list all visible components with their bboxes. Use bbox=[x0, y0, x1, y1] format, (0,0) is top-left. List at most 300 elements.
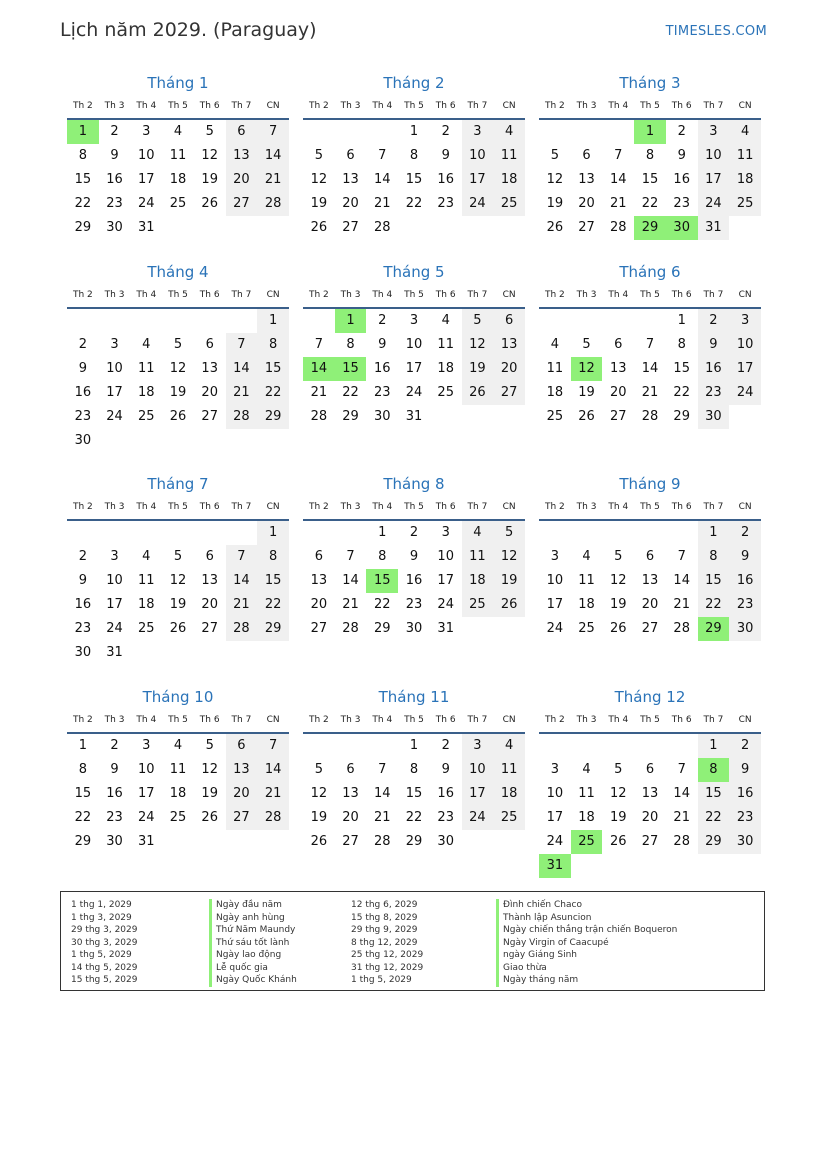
day-cell: 29 bbox=[257, 617, 289, 641]
month-title: Tháng 12 bbox=[614, 688, 686, 706]
month-calendar bbox=[67, 72, 289, 240]
holiday-legend bbox=[60, 891, 765, 991]
weekday-label: CN bbox=[266, 290, 280, 300]
weekday-label: Th 4 bbox=[608, 502, 629, 512]
day-cell: 9 bbox=[110, 148, 119, 163]
day-cell: 26 bbox=[462, 381, 494, 405]
weekday-label: Th 7 bbox=[231, 715, 252, 725]
day-cell: 19 bbox=[201, 172, 218, 187]
day-cell: 15 bbox=[74, 786, 92, 801]
day-cell: 2 bbox=[677, 124, 686, 139]
day-cell: 13 bbox=[641, 573, 659, 588]
day-cell: 5 bbox=[462, 309, 494, 333]
day-cell: 14 bbox=[610, 172, 627, 187]
day-cell: 21 bbox=[673, 810, 690, 825]
day-cell: 15 bbox=[405, 786, 423, 801]
weekday-label: CN bbox=[266, 502, 280, 512]
day-cell: 21 bbox=[257, 782, 289, 806]
holiday-name: Ngày lao động bbox=[209, 949, 281, 962]
month-title: Tháng 2 bbox=[383, 74, 445, 92]
weekday-label: Th 4 bbox=[136, 101, 157, 111]
day-cell: 20 bbox=[342, 196, 359, 211]
day-cell: 2 bbox=[729, 521, 761, 545]
day-cell: 23 bbox=[74, 621, 92, 636]
day-cell: 2 bbox=[441, 738, 450, 753]
day-cell: 2 bbox=[729, 734, 761, 758]
day-cell: 27 bbox=[342, 834, 359, 849]
day-cell: 3 bbox=[729, 309, 761, 333]
day-cell: 3 bbox=[550, 549, 559, 564]
day-cell: 18 bbox=[546, 385, 564, 400]
day-cell: 27 bbox=[226, 806, 258, 830]
day-cell: 5 bbox=[173, 337, 183, 352]
day-grid bbox=[303, 521, 525, 641]
weekday-label: Th 6 bbox=[671, 715, 692, 725]
day-cell: 8 bbox=[257, 333, 289, 357]
month-calendar bbox=[67, 473, 289, 665]
day-cell: 10 bbox=[106, 361, 123, 376]
holiday-day-cell: 1 bbox=[634, 120, 666, 144]
day-cell: 20 bbox=[201, 385, 218, 400]
weekday-label: Th 5 bbox=[404, 715, 424, 725]
month-calendar bbox=[539, 72, 761, 240]
empty-day-cell bbox=[99, 521, 131, 545]
weekday-label: Th 7 bbox=[467, 715, 488, 725]
empty-day-cell bbox=[335, 521, 367, 545]
month-title: Tháng 1 bbox=[147, 74, 209, 92]
weekday-header bbox=[539, 283, 761, 309]
holiday-day-cell: 25 bbox=[571, 830, 603, 854]
day-cell: 7 bbox=[257, 120, 289, 144]
day-cell: 6 bbox=[205, 549, 214, 564]
day-cell: 22 bbox=[74, 810, 92, 825]
day-cell: 24 bbox=[729, 381, 761, 405]
day-cell: 11 bbox=[546, 361, 564, 376]
day-cell: 23 bbox=[74, 409, 92, 424]
day-cell: 24 bbox=[405, 385, 423, 400]
day-cell: 2 bbox=[378, 313, 387, 328]
empty-day-cell bbox=[666, 521, 698, 545]
weekday-label: Th 6 bbox=[199, 715, 220, 725]
day-cell: 21 bbox=[374, 196, 391, 211]
weekday-label: CN bbox=[738, 290, 752, 300]
day-cell: 12 bbox=[169, 361, 187, 376]
day-cell: 16 bbox=[74, 385, 92, 400]
day-cell: 10 bbox=[729, 333, 761, 357]
day-cell: 8 bbox=[409, 148, 419, 163]
day-cell: 16 bbox=[673, 172, 690, 187]
day-cell: 2 bbox=[441, 124, 450, 139]
day-cell: 29 bbox=[257, 405, 289, 429]
weekday-header bbox=[539, 495, 761, 521]
day-cell: 20 bbox=[226, 782, 258, 806]
empty-day-cell bbox=[634, 521, 666, 545]
day-cell: 11 bbox=[729, 144, 761, 168]
weekday-header bbox=[303, 94, 525, 120]
holiday-date: 1 thg 1, 2029 bbox=[71, 900, 132, 910]
day-cell: 12 bbox=[610, 786, 627, 801]
day-cell: 13 bbox=[201, 361, 218, 376]
day-cell: 27 bbox=[310, 621, 328, 636]
day-cell: 14 bbox=[226, 569, 258, 593]
day-cell: 8 bbox=[346, 337, 355, 352]
day-cell: 3 bbox=[142, 124, 151, 139]
day-cell: 17 bbox=[462, 168, 494, 192]
weekday-label: Th 6 bbox=[199, 101, 220, 111]
day-grid bbox=[303, 309, 525, 429]
holiday-day-cell: 29 bbox=[698, 617, 730, 641]
empty-day-cell bbox=[303, 120, 335, 144]
day-cell: 14 bbox=[641, 361, 659, 376]
holiday-date: 1 thg 3, 2029 bbox=[71, 912, 132, 923]
month-calendar bbox=[303, 261, 525, 429]
day-cell: 15 bbox=[257, 569, 289, 593]
holiday-day-cell: 1 bbox=[67, 120, 99, 144]
empty-day-cell bbox=[571, 120, 603, 144]
day-cell: 19 bbox=[610, 597, 627, 612]
weekday-label: Th 4 bbox=[136, 715, 157, 725]
day-cell: 10 bbox=[405, 337, 423, 352]
holiday-date: 29 thg 9, 2029 bbox=[351, 925, 418, 935]
day-cell: 24 bbox=[106, 409, 123, 424]
holiday-name: Lễ quốc gia bbox=[209, 962, 268, 975]
day-grid bbox=[303, 734, 525, 854]
holiday-name: Đình chiến Chaco bbox=[496, 899, 582, 912]
day-cell: 20 bbox=[610, 385, 627, 400]
empty-day-cell bbox=[539, 521, 571, 545]
weekday-label: Th 7 bbox=[703, 290, 724, 300]
holiday-name: Ngày Quốc Khánh bbox=[209, 974, 297, 987]
weekday-label: Th 5 bbox=[404, 290, 424, 300]
day-cell: 9 bbox=[78, 361, 87, 376]
day-cell: 26 bbox=[201, 810, 218, 825]
day-cell: 6 bbox=[314, 549, 323, 564]
day-cell: 4 bbox=[142, 549, 151, 564]
day-cell: 3 bbox=[462, 734, 494, 758]
day-cell: 7 bbox=[614, 148, 623, 163]
day-cell: 17 bbox=[546, 597, 564, 612]
weekday-label: Th 2 bbox=[544, 715, 565, 725]
day-cell: 26 bbox=[310, 834, 328, 849]
day-cell: 21 bbox=[610, 196, 627, 211]
day-cell: 18 bbox=[138, 385, 155, 400]
day-grid bbox=[303, 120, 525, 240]
day-cell: 18 bbox=[493, 168, 525, 192]
day-cell: 7 bbox=[314, 337, 323, 352]
month-title: Tháng 8 bbox=[383, 475, 445, 493]
day-cell: 10 bbox=[106, 573, 123, 588]
day-cell: 21 bbox=[226, 593, 258, 617]
day-cell: 17 bbox=[106, 385, 123, 400]
day-cell: 10 bbox=[462, 758, 494, 782]
day-cell: 29 bbox=[374, 621, 391, 636]
day-cell: 22 bbox=[698, 593, 730, 617]
day-cell: 9 bbox=[729, 758, 761, 782]
day-cell: 24 bbox=[138, 196, 155, 211]
day-cell: 20 bbox=[201, 597, 218, 612]
day-cell: 26 bbox=[310, 220, 328, 235]
empty-day-cell bbox=[571, 734, 603, 758]
day-cell: 23 bbox=[729, 593, 761, 617]
weekday-label: Th 7 bbox=[231, 290, 252, 300]
day-cell: 18 bbox=[462, 569, 494, 593]
weekday-label: Th 4 bbox=[136, 502, 157, 512]
day-cell: 19 bbox=[201, 786, 218, 801]
day-cell: 4 bbox=[173, 738, 183, 753]
empty-day-cell bbox=[602, 120, 634, 144]
weekday-label: Th 7 bbox=[703, 502, 724, 512]
holiday-name: ngày Giáng Sinh bbox=[496, 949, 577, 962]
weekday-label: Th 5 bbox=[404, 101, 424, 111]
day-cell: 28 bbox=[610, 220, 627, 235]
day-cell: 11 bbox=[169, 762, 187, 777]
day-cell: 1 bbox=[257, 521, 289, 545]
weekday-label: Th 2 bbox=[72, 101, 93, 111]
day-cell: 17 bbox=[462, 782, 494, 806]
day-cell: 15 bbox=[74, 172, 92, 187]
empty-day-cell bbox=[602, 309, 634, 333]
weekday-label: Th 6 bbox=[671, 101, 692, 111]
weekday-label: Th 3 bbox=[340, 715, 361, 725]
day-cell: 12 bbox=[310, 172, 328, 187]
day-cell: 18 bbox=[493, 782, 525, 806]
month-title: Tháng 3 bbox=[619, 74, 681, 92]
day-cell: 22 bbox=[405, 196, 423, 211]
day-cell: 1 bbox=[677, 313, 686, 328]
day-cell: 19 bbox=[493, 569, 525, 593]
day-cell: 11 bbox=[462, 545, 494, 569]
day-cell: 2 bbox=[110, 738, 119, 753]
day-cell: 12 bbox=[310, 786, 328, 801]
weekday-label: Th 5 bbox=[640, 502, 660, 512]
day-cell: 15 bbox=[698, 782, 730, 806]
day-cell: 13 bbox=[342, 172, 359, 187]
holiday-name: Ngày chiến thắng trận chiến Boqueron bbox=[496, 924, 677, 937]
weekday-label: Th 6 bbox=[671, 290, 692, 300]
holiday-date: 1 thg 5, 2029 bbox=[351, 975, 412, 985]
empty-day-cell bbox=[99, 309, 131, 333]
day-cell: 25 bbox=[169, 810, 187, 825]
day-cell: 8 bbox=[698, 545, 730, 569]
day-cell: 26 bbox=[546, 220, 564, 235]
holiday-day-cell: 1 bbox=[335, 309, 367, 333]
day-cell: 19 bbox=[310, 196, 328, 211]
day-cell: 30 bbox=[374, 409, 391, 424]
day-cell: 25 bbox=[546, 409, 564, 424]
day-cell: 1 bbox=[698, 521, 730, 545]
day-cell: 12 bbox=[201, 148, 218, 163]
day-cell: 13 bbox=[226, 758, 258, 782]
day-grid bbox=[67, 734, 289, 854]
day-cell: 21 bbox=[673, 597, 690, 612]
day-cell: 30 bbox=[729, 830, 761, 854]
day-cell: 28 bbox=[673, 834, 690, 849]
day-cell: 3 bbox=[698, 120, 730, 144]
weekday-label: Th 7 bbox=[467, 101, 488, 111]
day-cell: 16 bbox=[729, 569, 761, 593]
day-cell: 5 bbox=[205, 124, 214, 139]
day-cell: 29 bbox=[74, 834, 92, 849]
weekday-label: Th 3 bbox=[340, 101, 361, 111]
day-grid bbox=[67, 521, 289, 665]
day-cell: 25 bbox=[578, 621, 595, 636]
day-cell: 2 bbox=[78, 337, 87, 352]
day-cell: 13 bbox=[578, 172, 595, 187]
weekday-label: Th 5 bbox=[640, 715, 660, 725]
day-cell: 20 bbox=[578, 196, 595, 211]
day-grid bbox=[67, 309, 289, 453]
day-cell: 26 bbox=[610, 834, 627, 849]
weekday-label: CN bbox=[502, 101, 516, 111]
day-grid bbox=[539, 309, 761, 429]
weekday-label: Th 2 bbox=[308, 101, 329, 111]
day-cell: 25 bbox=[169, 196, 187, 211]
month-calendar bbox=[303, 686, 525, 854]
weekday-label: Th 5 bbox=[168, 101, 188, 111]
day-cell: 1 bbox=[409, 738, 419, 753]
day-cell: 9 bbox=[441, 148, 450, 163]
day-cell: 7 bbox=[226, 545, 258, 569]
day-cell: 15 bbox=[405, 172, 423, 187]
day-cell: 24 bbox=[138, 810, 155, 825]
empty-day-cell bbox=[194, 521, 226, 545]
empty-day-cell bbox=[130, 309, 162, 333]
weekday-label: Th 3 bbox=[340, 290, 361, 300]
day-cell: 12 bbox=[610, 573, 627, 588]
day-cell: 23 bbox=[437, 196, 454, 211]
site-link[interactable]: TIMESLES.COM bbox=[665, 24, 767, 39]
weekday-label: Th 7 bbox=[467, 502, 488, 512]
empty-day-cell bbox=[539, 120, 571, 144]
weekday-label: Th 7 bbox=[231, 101, 252, 111]
day-cell: 13 bbox=[342, 786, 359, 801]
day-cell: 13 bbox=[493, 333, 525, 357]
day-cell: 10 bbox=[698, 144, 730, 168]
day-cell: 6 bbox=[226, 120, 258, 144]
day-cell: 3 bbox=[462, 120, 494, 144]
day-cell: 6 bbox=[614, 337, 623, 352]
day-cell: 4 bbox=[142, 337, 151, 352]
day-cell: 27 bbox=[342, 220, 359, 235]
empty-day-cell bbox=[226, 521, 258, 545]
weekday-label: Th 5 bbox=[640, 290, 660, 300]
day-cell: 19 bbox=[169, 597, 187, 612]
day-cell: 30 bbox=[729, 617, 761, 641]
day-cell: 24 bbox=[546, 621, 564, 636]
month-title: Tháng 10 bbox=[142, 688, 214, 706]
holiday-day-cell: 8 bbox=[698, 758, 730, 782]
holiday-date: 14 thg 5, 2029 bbox=[71, 962, 138, 973]
weekday-label: Th 3 bbox=[576, 715, 597, 725]
holiday-name: Thứ sáu tốt lành bbox=[209, 937, 289, 950]
month-calendar bbox=[539, 686, 761, 878]
day-cell: 3 bbox=[409, 313, 419, 328]
day-cell: 23 bbox=[437, 810, 454, 825]
weekday-label: Th 4 bbox=[372, 290, 393, 300]
day-cell: 28 bbox=[226, 405, 258, 429]
month-title: Tháng 5 bbox=[383, 263, 445, 281]
day-cell: 17 bbox=[437, 573, 454, 588]
day-cell: 31 bbox=[698, 216, 730, 240]
empty-day-cell bbox=[130, 521, 162, 545]
day-cell: 27 bbox=[201, 621, 218, 636]
day-cell: 10 bbox=[138, 148, 155, 163]
day-cell: 7 bbox=[378, 148, 387, 163]
day-cell: 26 bbox=[493, 593, 525, 617]
day-cell: 19 bbox=[546, 196, 564, 211]
day-cell: 27 bbox=[578, 220, 595, 235]
day-cell: 26 bbox=[169, 409, 187, 424]
day-cell: 25 bbox=[729, 192, 761, 216]
day-cell: 16 bbox=[374, 361, 391, 376]
day-cell: 20 bbox=[641, 810, 659, 825]
day-cell: 4 bbox=[582, 762, 591, 777]
day-cell: 25 bbox=[493, 806, 525, 830]
day-cell: 21 bbox=[641, 385, 659, 400]
holiday-date: 15 thg 5, 2029 bbox=[71, 975, 138, 985]
empty-day-cell bbox=[539, 309, 571, 333]
day-cell: 24 bbox=[462, 806, 494, 830]
weekday-label: Th 6 bbox=[199, 290, 220, 300]
weekday-label: Th 2 bbox=[308, 502, 329, 512]
day-cell: 5 bbox=[173, 549, 183, 564]
day-cell: 8 bbox=[78, 762, 87, 777]
month-title: Tháng 7 bbox=[147, 475, 209, 493]
day-cell: 29 bbox=[405, 834, 423, 849]
day-cell: 31 bbox=[138, 834, 155, 849]
weekday-header bbox=[303, 708, 525, 734]
weekday-label: Th 6 bbox=[671, 502, 692, 512]
weekday-header bbox=[303, 495, 525, 521]
day-grid bbox=[539, 120, 761, 240]
day-cell: 5 bbox=[614, 762, 623, 777]
day-cell: 13 bbox=[226, 144, 258, 168]
weekday-label: Th 6 bbox=[435, 101, 456, 111]
day-cell: 14 bbox=[257, 758, 289, 782]
day-cell: 1 bbox=[698, 734, 730, 758]
day-cell: 10 bbox=[138, 762, 155, 777]
holiday-name: Ngày đầu năm bbox=[209, 899, 282, 912]
day-cell: 30 bbox=[106, 220, 123, 235]
holiday-name: Ngày Virgin of Caacupé bbox=[496, 937, 609, 950]
holiday-date: 1 thg 5, 2029 bbox=[71, 950, 132, 960]
day-cell: 23 bbox=[106, 810, 123, 825]
day-cell: 26 bbox=[201, 196, 218, 211]
day-cell: 12 bbox=[201, 762, 218, 777]
page-title: Lịch năm 2029. (Paraguay) bbox=[60, 19, 317, 41]
empty-day-cell bbox=[303, 521, 335, 545]
holiday-name: Ngày anh hùng bbox=[209, 912, 285, 925]
day-cell: 24 bbox=[437, 597, 454, 612]
day-cell: 5 bbox=[582, 337, 591, 352]
day-cell: 16 bbox=[74, 597, 92, 612]
weekday-label: Th 2 bbox=[544, 502, 565, 512]
empty-day-cell bbox=[366, 120, 398, 144]
weekday-label: Th 4 bbox=[608, 715, 629, 725]
day-cell: 4 bbox=[173, 124, 183, 139]
weekday-label: Th 6 bbox=[199, 502, 220, 512]
day-cell: 3 bbox=[550, 762, 559, 777]
day-cell: 7 bbox=[677, 549, 686, 564]
weekday-header bbox=[303, 283, 525, 309]
weekday-label: Th 7 bbox=[703, 715, 724, 725]
holiday-day-cell: 12 bbox=[571, 357, 603, 381]
day-cell: 19 bbox=[578, 385, 595, 400]
day-cell: 12 bbox=[169, 573, 187, 588]
weekday-header bbox=[539, 708, 761, 734]
day-cell: 28 bbox=[310, 409, 328, 424]
empty-day-cell bbox=[67, 521, 99, 545]
